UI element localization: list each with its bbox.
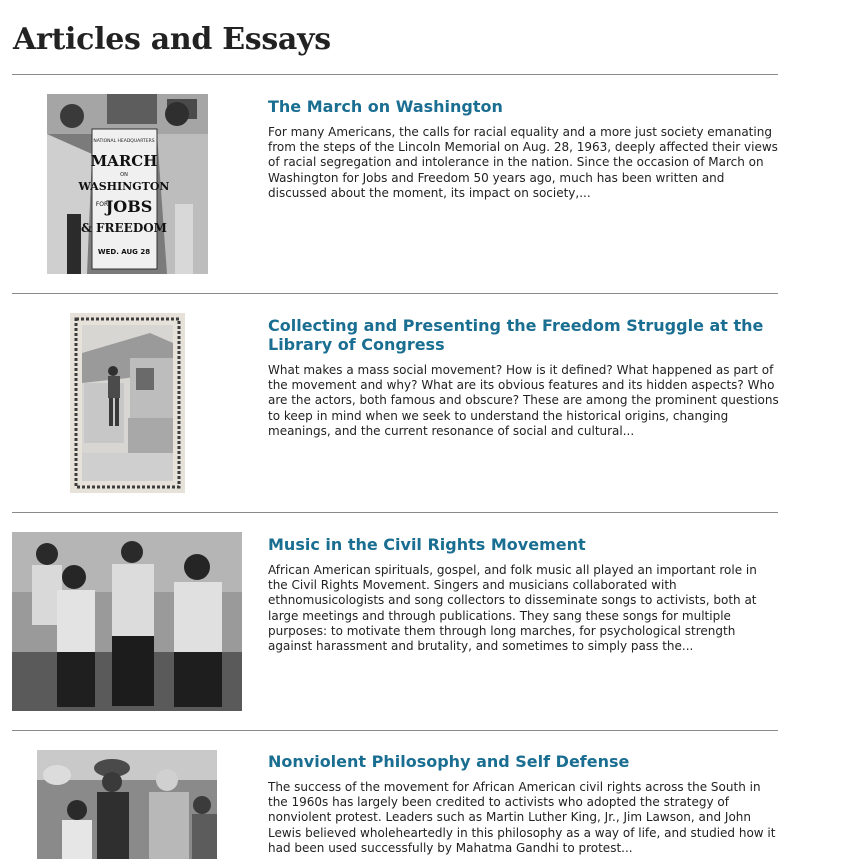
- crowd-police-photo: [37, 750, 217, 859]
- svg-text:WED. AUG 28: WED. AUG 28: [97, 248, 151, 256]
- svg-text:& FREEDOM: & FREEDOM: [81, 221, 167, 235]
- article-title-link[interactable]: Collecting and Presenting the Freedom Struggle at the Library of Congress: [268, 316, 764, 354]
- page-title: Articles and Essays: [13, 22, 331, 57]
- divider: [12, 293, 778, 294]
- divider: [12, 74, 778, 75]
- svg-text:MARCH: MARCH: [90, 152, 158, 170]
- divider: [12, 512, 778, 513]
- article-thumbnail[interactable]: [37, 750, 217, 859]
- article-summary: African American spirituals, gospel, and folk music all played an important role in the Civil Rights Movement. Singers and musicians collaborated with ethnomusicologists and song collectors to disseminate songs to activists, both at large meetings and through publications. They sang these songs for multiple purposes: to motivate them through long marches, for psychological strength against harassment and brutality, and sometimes to simply pass the...: [268, 563, 757, 654]
- svg-text:JOBS: JOBS: [105, 197, 153, 216]
- house-photo: [70, 313, 185, 493]
- article-thumbnail[interactable]: [70, 313, 185, 493]
- article-thumbnail[interactable]: [47, 94, 208, 274]
- svg-text:WASHINGTON: WASHINGTON: [78, 180, 170, 193]
- article-summary: The success of the movement for African American civil rights across the South in the 1960s has largely been credited to activists who adopted the strategy of nonviolent protest. Leaders such as Martin Luther King, Jr., Jim Lawson, and John Lewis believed wholeheartedly in this philosophy as a way of life, and studied how it had been used successfully by Mahatma Gandhi to protest...: [268, 780, 776, 855]
- svg-text:ON: ON: [120, 172, 128, 178]
- article-summary: For many Americans, the calls for racial equality and a more just society emanating from the steps of the Lincoln Memorial on Aug. 28, 1963, deeply affected their views of racial segregation and intolerance in the nation. Since the occasion of March on Washington for Jobs and Freedom 50 years ago, much has been written and discussed about the moment, its impact on society,...: [268, 125, 778, 200]
- article-summary: What makes a mass social movement? How is it defined? What happened as part of the movement and why? What are its obvious features and its hidden aspects? Who are the actors, both famous and obscure? These are among the prominent questions to keep in mind when we seek to understand the historical origins, changing meanings, and the current resonance of social and cultural...: [268, 363, 779, 438]
- divider: [12, 730, 778, 731]
- article-title-link[interactable]: Music in the Civil Rights Movement: [268, 535, 586, 554]
- march-poster-photo: [47, 94, 208, 274]
- svg-text:NATIONAL HEADQUARTERS: NATIONAL HEADQUARTERS: [93, 139, 155, 144]
- article-title-link[interactable]: Nonviolent Philosophy and Self Defense: [268, 752, 630, 771]
- svg-text:FOR: FOR: [95, 201, 109, 208]
- article-title-link[interactable]: The March on Washington: [268, 97, 503, 116]
- article-thumbnail[interactable]: [12, 532, 242, 711]
- singers-photo: [12, 532, 242, 711]
